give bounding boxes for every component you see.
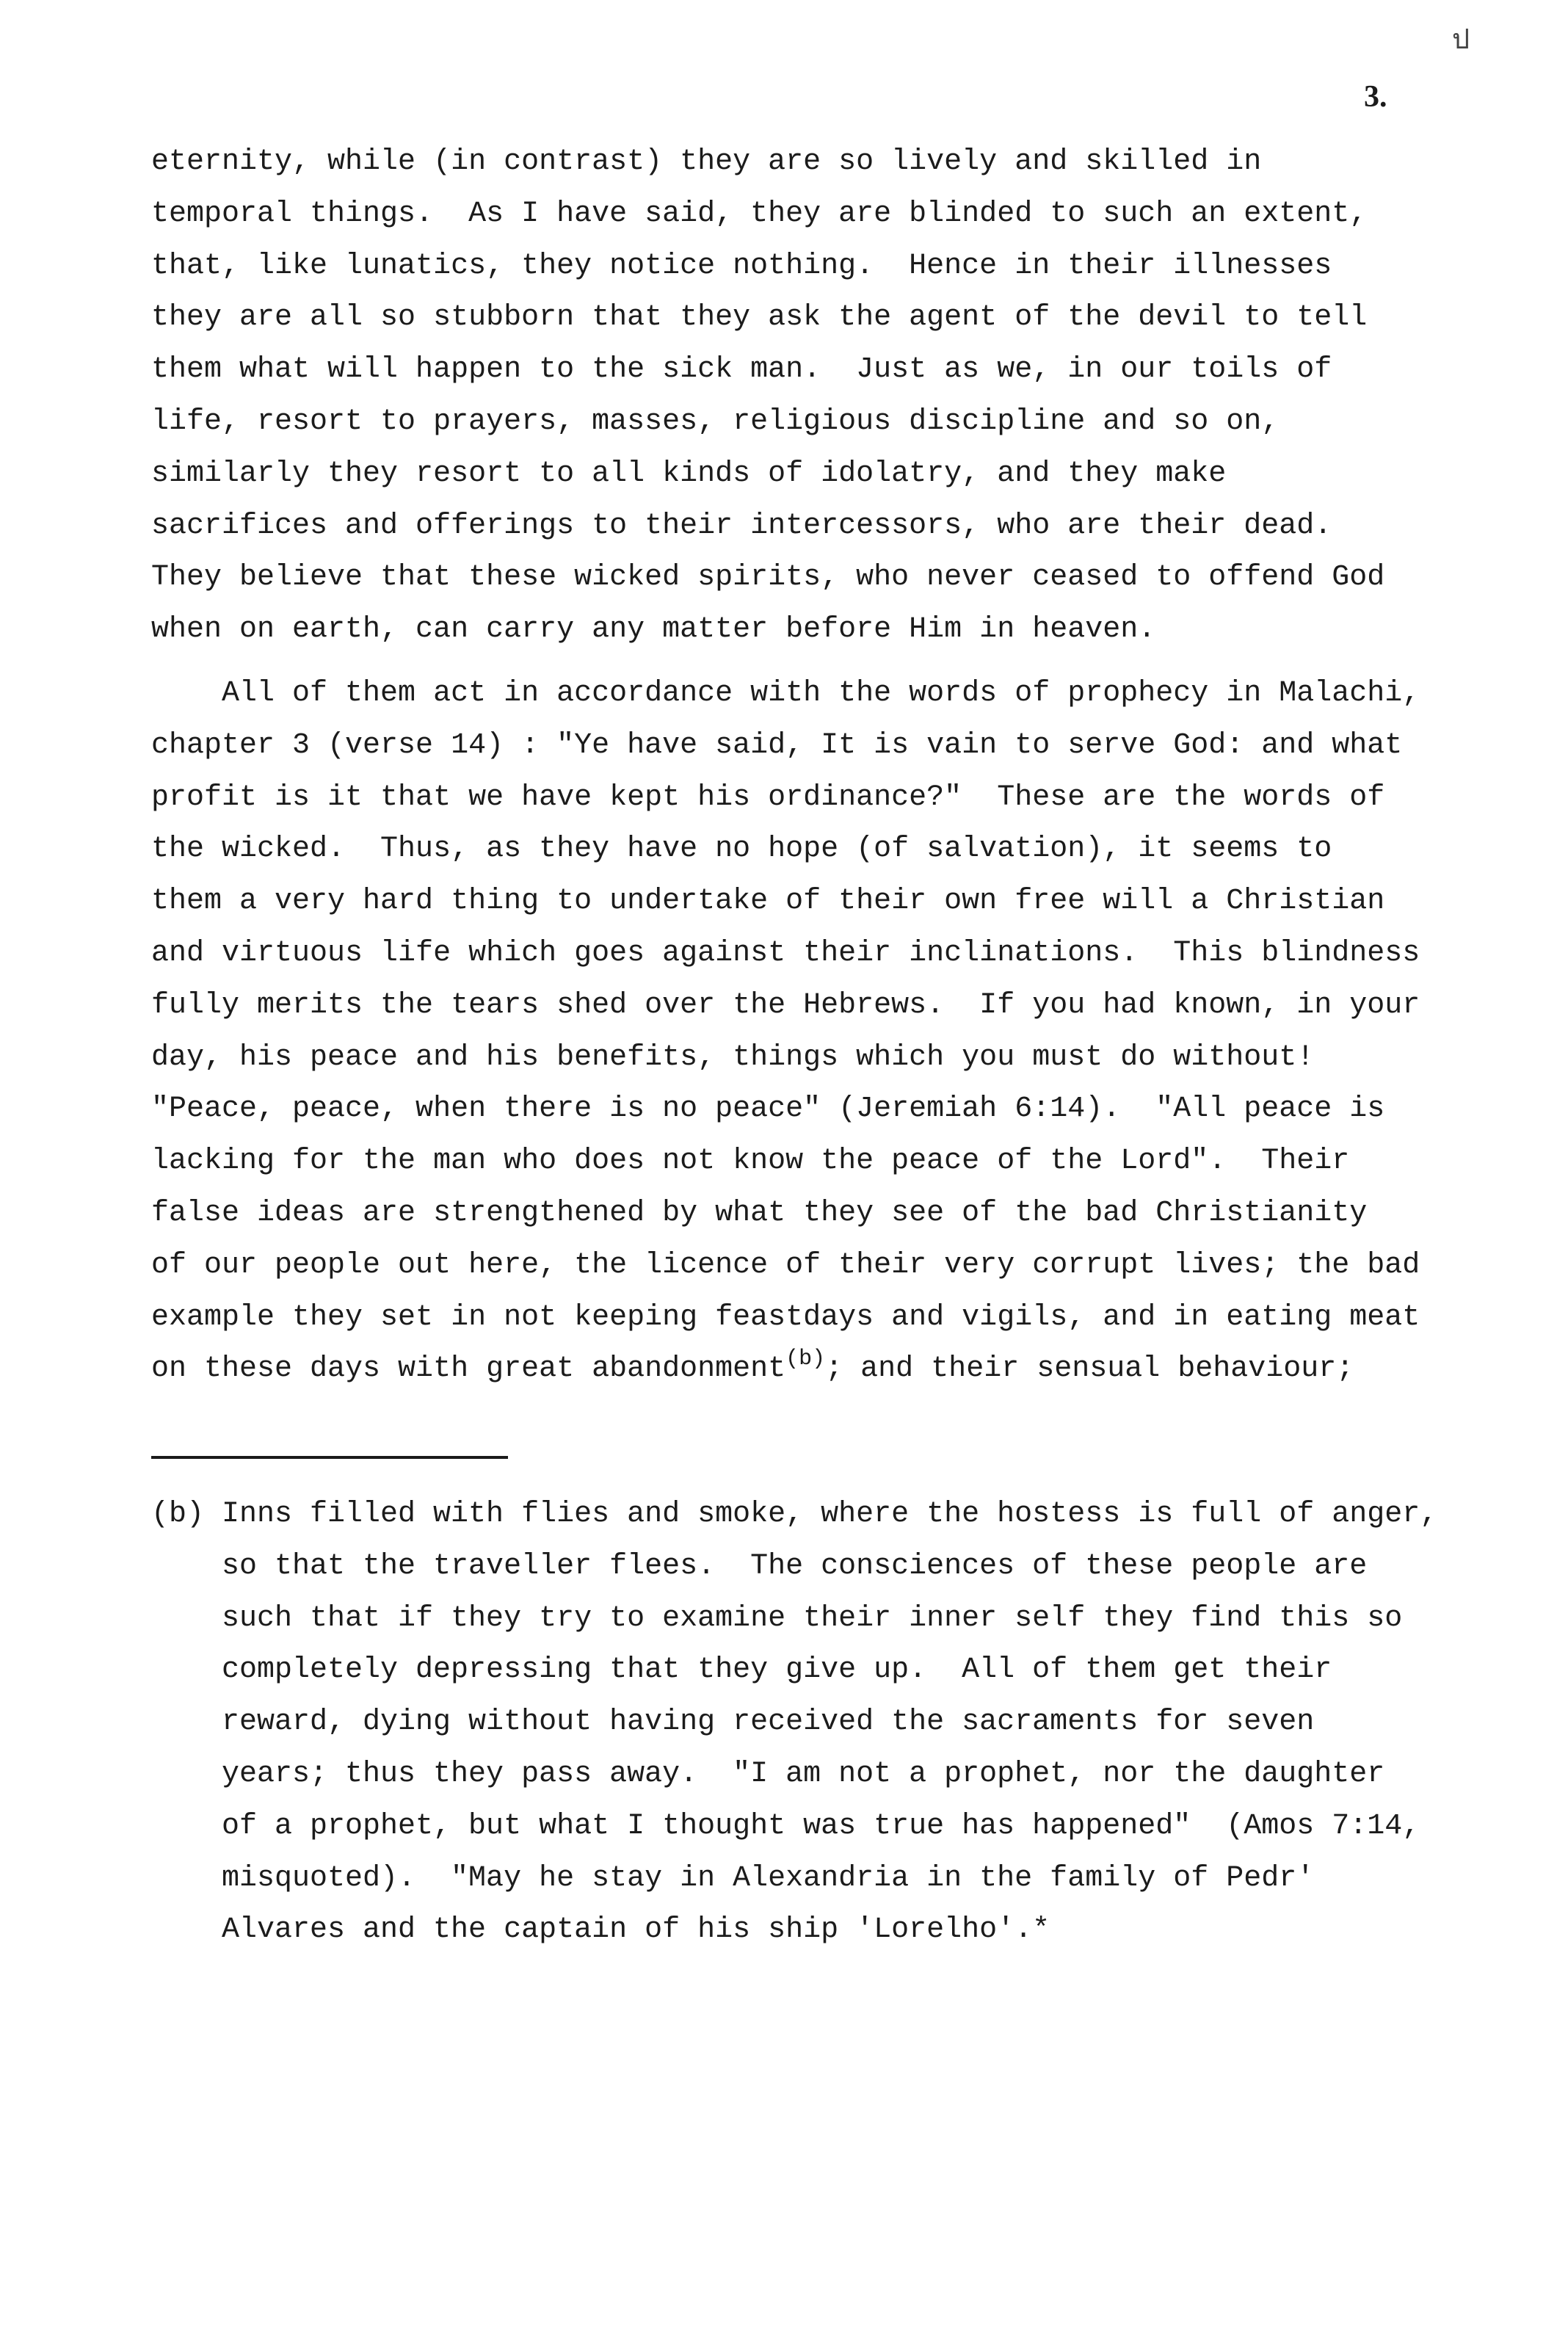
footnote-line: reward, dying without having received the sacraments for seven bbox=[222, 1706, 1315, 1739]
footnote-line: completely depressing that they give up. All of them get their bbox=[222, 1653, 1332, 1687]
text-line-with-footnote-ref bbox=[151, 1344, 1429, 1396]
text-line: false ideas are strengthened by what they see of the bad Christianity bbox=[151, 1196, 1368, 1230]
footnote-line: of a prophet, but what I thought was true has happened" (Amos 7:14, bbox=[222, 1809, 1420, 1843]
page-number: 3. bbox=[1364, 80, 1387, 114]
footnote-line: years; thus they pass away. "I am not a prophet, nor the daughter bbox=[222, 1757, 1385, 1791]
text-line: when on earth, can carry any matter before Him in heaven. bbox=[151, 613, 1156, 647]
text-line: of our people out here, the licence of their very corrupt lives; the bad bbox=[151, 1248, 1420, 1282]
footnote-line: such that if they try to examine their inner self they find this so bbox=[222, 1601, 1403, 1635]
text-line: day, his peace and his benefits, things which you must do without! bbox=[151, 1040, 1315, 1074]
text-line: that, like lunatics, they notice nothing. Hence in their illnesses bbox=[151, 249, 1332, 283]
text-line: life, resort to prayers, masses, religious discipline and so on, bbox=[151, 405, 1280, 438]
margin-mark: ป bbox=[1452, 23, 1470, 55]
text-line: and virtuous life which goes against their inclinations. This blindness bbox=[151, 936, 1420, 970]
text-line: chapter 3 (verse 14) : "Ye have said, It is vain to serve God: and what bbox=[151, 728, 1403, 762]
text-line: them a very hard thing to undertake of their own free will a Christian bbox=[151, 885, 1385, 918]
text-line: "Peace, peace, when there is no peace" (Jeremiah 6:14). "All peace is bbox=[151, 1093, 1385, 1126]
text-line: similarly they resort to all kinds of idolatry, and they make bbox=[151, 457, 1227, 490]
footnote-line: so that the traveller flees. The consciences of these people are bbox=[222, 1549, 1368, 1583]
text-line: eternity, while (in contrast) they are so lively and skilled in bbox=[151, 145, 1262, 178]
text-line: example they set in not keeping feastdays and vigils, and in eating meat bbox=[151, 1300, 1420, 1334]
text-line-end: ; and their sensual behaviour; bbox=[825, 1352, 1354, 1386]
footnote-text bbox=[222, 1489, 1437, 1957]
text-line: lacking for the man who does not know the peace of the Lord". Their bbox=[151, 1145, 1350, 1178]
text-line: the wicked. Thus, as they have no hope (of salvation), it seems to bbox=[151, 833, 1332, 866]
footnote-divider bbox=[151, 1456, 508, 1459]
footnote-reference: (b) bbox=[785, 1347, 826, 1372]
text-line: they are all so stubborn that they ask the agent of the devil to tell bbox=[151, 301, 1368, 335]
text-line: them what will happen to the sick man. Just as we, in our toils of bbox=[151, 353, 1332, 387]
text-line: temporal things. As I have said, they are blinded to such an extent, bbox=[151, 197, 1368, 231]
footnote-line: Inns filled with flies and smoke, where the hostess is full of anger, bbox=[222, 1498, 1438, 1531]
footnote-line: misquoted). "May he stay in Alexandria in the family of Pedr' bbox=[222, 1861, 1315, 1895]
text-line: fully merits the tears shed over the Hebrews. If you had known, in your bbox=[151, 988, 1420, 1022]
text-line: profit is it that we have kept his ordinance?" These are the words of bbox=[151, 780, 1385, 814]
text-line-start: on these days with great abandonment bbox=[151, 1352, 786, 1386]
paragraph-1 bbox=[151, 137, 1429, 656]
text-line: They believe that these wicked spirits, who never ceased to offend God bbox=[151, 561, 1385, 595]
text-line: All of them act in accordance with the words of prophecy in Malachi, bbox=[151, 677, 1420, 710]
footnote-marker: (b) bbox=[151, 1498, 205, 1531]
text-line: sacrifices and offerings to their intercessors, who are their dead. bbox=[151, 509, 1332, 543]
paragraph-2 bbox=[151, 668, 1429, 1396]
footnote-line: Alvares and the captain of his ship 'Lorelho'.* bbox=[222, 1913, 1050, 1947]
